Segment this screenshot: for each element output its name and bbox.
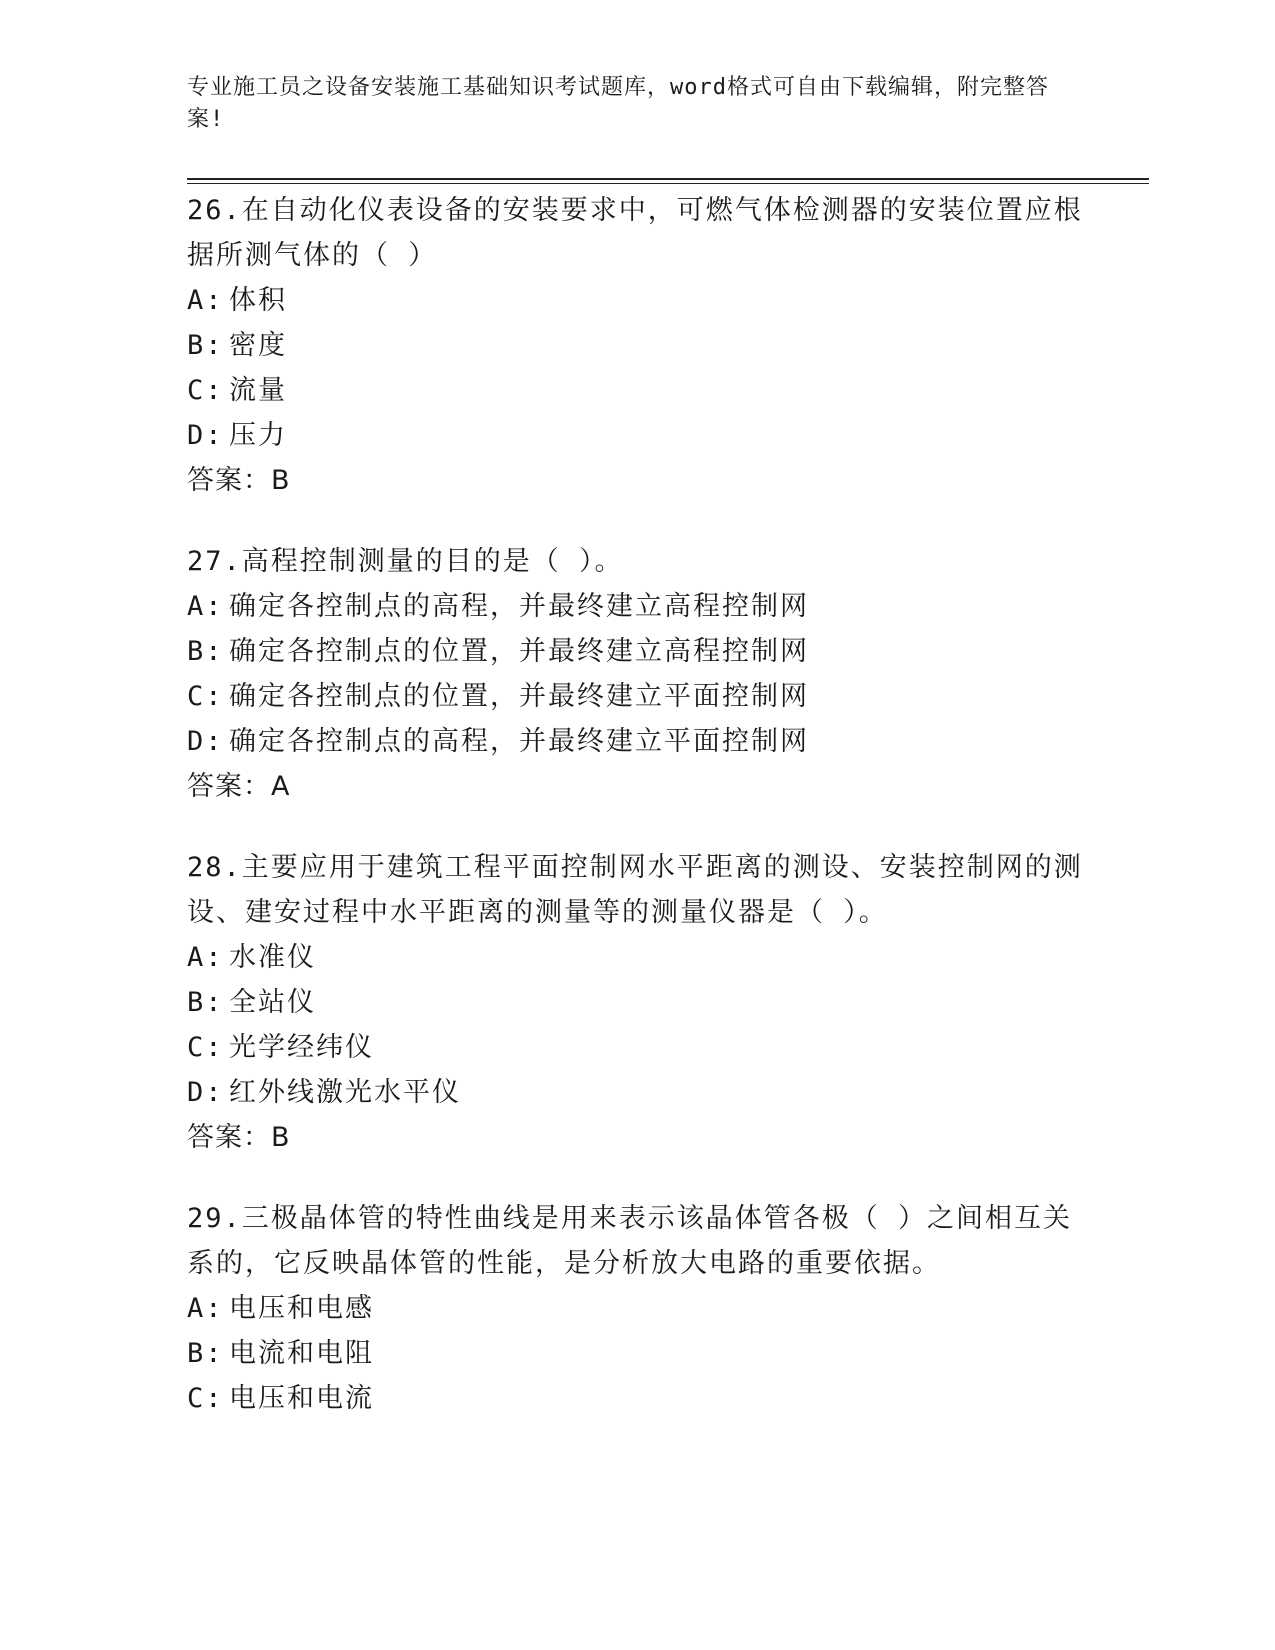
option-letter: D: — [187, 420, 224, 451]
option-letter: B: — [187, 987, 224, 1018]
question-list — [187, 188, 1087, 1457]
question-29 — [187, 1196, 1087, 1421]
option-text: 全站仪 — [229, 987, 316, 1018]
document-header: 专业施工员之设备安装施工基础知识考试题库，word格式可自由下载编辑，附完整答案! — [187, 75, 1049, 132]
option-letter: B: — [187, 330, 224, 361]
option-d — [187, 1070, 1087, 1115]
option-text: 电流和电阻 — [229, 1338, 374, 1369]
question-number: 27. — [187, 546, 242, 577]
option-b — [187, 323, 1087, 368]
option-text: 电压和电流 — [229, 1383, 374, 1414]
option-letter: A: — [187, 285, 224, 316]
question-stem: 高程控制测量的目的是（ ）。 — [241, 546, 624, 577]
option-text: 确定各控制点的位置，并最终建立平面控制网 — [229, 681, 809, 712]
option-text: 流量 — [229, 375, 287, 406]
question-28 — [187, 845, 1087, 1160]
option-text: 压力 — [229, 420, 287, 451]
option-text: 红外线激光水平仪 — [229, 1077, 461, 1108]
question-number: 26. — [187, 195, 242, 226]
option-b — [187, 629, 1087, 674]
option-text: 体积 — [229, 285, 287, 316]
question-stem: 在自动化仪表设备的安装要求中，可燃气体检测器的安装位置应根据所测气体的（ ） — [187, 195, 1083, 271]
option-d — [187, 413, 1087, 458]
question-27 — [187, 539, 1087, 809]
option-c — [187, 1376, 1087, 1421]
option-text: 确定各控制点的高程，并最终建立高程控制网 — [229, 591, 809, 622]
option-letter: A: — [187, 591, 224, 622]
header-rule-thick — [187, 178, 1149, 180]
option-c — [187, 1025, 1087, 1070]
option-letter: C: — [187, 681, 224, 712]
question-stem: 主要应用于建筑工程平面控制网水平距离的测设、安装控制网的测设、建安过程中水平距离的测量等的测量仪器是（ ）。 — [187, 852, 1083, 928]
option-letter: B: — [187, 1338, 224, 1369]
question-26 — [187, 188, 1087, 503]
option-letter: A: — [187, 942, 224, 973]
option-letter: D: — [187, 1077, 224, 1108]
option-d — [187, 719, 1087, 764]
question-text — [187, 539, 1087, 584]
question-text — [187, 188, 1087, 278]
answer: 答案：B — [187, 465, 291, 496]
option-text: 确定各控制点的位置，并最终建立高程控制网 — [229, 636, 809, 667]
option-a — [187, 584, 1087, 629]
option-text: 密度 — [229, 330, 287, 361]
option-letter: D: — [187, 726, 224, 757]
header-rule-thin — [187, 183, 1149, 184]
option-text: 光学经纬仪 — [229, 1032, 374, 1063]
option-a — [187, 278, 1087, 323]
option-text: 水准仪 — [229, 942, 316, 973]
option-a — [187, 935, 1087, 980]
option-letter: A: — [187, 1293, 224, 1324]
option-text: 电压和电感 — [229, 1293, 374, 1324]
question-text — [187, 845, 1087, 935]
option-letter: C: — [187, 1032, 224, 1063]
option-b — [187, 980, 1087, 1025]
answer: 答案：A — [187, 771, 291, 802]
question-text — [187, 1196, 1087, 1286]
option-text: 确定各控制点的高程，并最终建立平面控制网 — [229, 726, 809, 757]
question-stem: 三极晶体管的特性曲线是用来表示该晶体管各极（ ）之间相互关系的，它反映晶体管的性能，是分析放大电路的重要依据。 — [187, 1203, 1073, 1279]
option-letter: C: — [187, 375, 224, 406]
option-a — [187, 1286, 1087, 1331]
answer: 答案：B — [187, 1122, 291, 1153]
option-c — [187, 674, 1087, 719]
question-number: 29. — [187, 1203, 242, 1234]
option-letter: C: — [187, 1383, 224, 1414]
option-b — [187, 1331, 1087, 1376]
option-letter: B: — [187, 636, 224, 667]
option-c — [187, 368, 1087, 413]
question-number: 28. — [187, 852, 242, 883]
